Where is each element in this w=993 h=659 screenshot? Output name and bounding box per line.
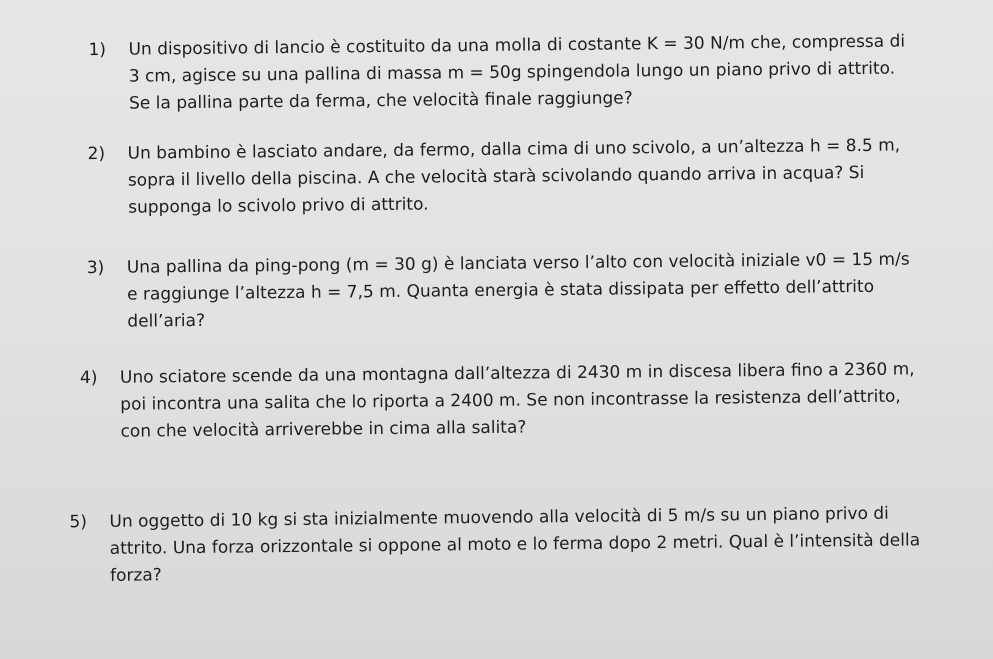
problem-5-text: Un oggetto di 10 kg si sta inizialmente muovendo alla velocità di 5 m/s su un piano privo di attrito. Una forza orizzontale si oppone al moto e lo ferma dopo 2 metri. Qual è l’intensità della forza? [109, 503, 921, 586]
problem-3-text: Una pallina da ping-pong (m = 30 g) è lanciata verso l’alto con velocità iniziale v0 = 15 m/s e raggiunge l’altezza h = 7,5 m. Quanta energia è stata dissipata per effetto dell’attrito dell’aria? [126, 249, 910, 332]
problem-4 [80, 356, 931, 446]
problem-3 [87, 246, 918, 336]
problem-4-number: 4) [79, 368, 98, 389]
problem-2-number: 2) [87, 143, 106, 165]
problem-2 [87, 133, 908, 223]
problem-5-number: 5) [69, 512, 88, 533]
problem-2-text: Un bambino è lasciato andare, da fermo, dalla cima di uno scivolo, a un’altezza h = 8.5 m, sopra il livello della piscina. A che velocità starà scivolando quando arriva in acqua? Si supponga lo scivolo privo di attrito. [127, 135, 901, 218]
problem-1-number: 1) [88, 39, 107, 61]
problem-4-text: Uno sciatore scende da una montagna dall’altezza di 2430 m in discesa libera fino a 2360 m, poi incontra una salita che lo riporta a 2400 m. Se non incontrasse la resistenza dell’attrito, con che velocità arriverebbe in cima alla salita? [119, 359, 915, 442]
problem-3-number: 3) [86, 257, 105, 279]
problem-1 [88, 28, 909, 118]
problem-1-text: Un dispositivo di lancio è costituito da una molla di costante K = 30 N/m che, compressa di 3 cm, agisce su una pallina di massa m = 50g spingendola lungo un piano privo di attrito. Se la pallina parte da ferma, che velocità finale raggiunge? [128, 31, 906, 114]
problem-5 [69, 500, 940, 590]
